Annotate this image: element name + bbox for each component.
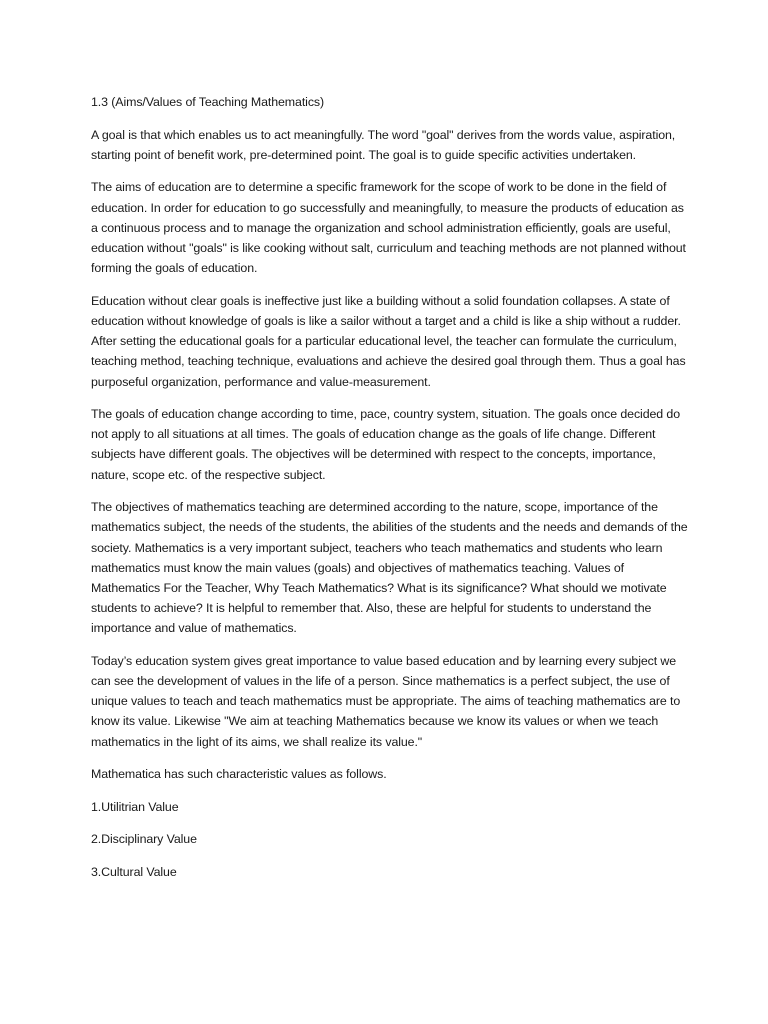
paragraph-education-without-goals: Education without clear goals is ineffective just like a building without a solid foundation collapses. A state of education without knowledge of goals is like a sailor without a target and a child is like a ship without a rudder. After setting the educational goals for a particular educational level, the teacher can formulate the curriculum, teaching method, teaching technique, evaluations and achieve the desired goal through them. Thus a goal has purposeful organization, performance and value-measurement. <box>91 293 686 389</box>
paragraph-objectives-of-mathematics: The objectives of mathematics teaching are determined according to the nature, scope, importance of the mathematics subject, the needs of the students, the abilities of the students and the needs and demands of the society. Mathematics is a very important subject, teachers who teach mathematics and students who learn mathematics must know the main values (goals) and objectives of mathematics teaching. Values of Mathematics For the Teacher, Why Teach Mathematics? What is its significance? What should we motivate students to achieve? It is helpful to remember that. Also, these are helpful for students to understand the importance and value of mathematics. <box>91 500 688 636</box>
paragraph-goal-definition: A goal is that which enables us to act meaningfully. The word "goal" derives from the words value, aspiration, starting point of benefit work, pre-determined point. The goal is to guide specific activities undertaken. <box>91 127 676 162</box>
list-item-disciplinary-value: 2.Disciplinary Value <box>91 832 197 847</box>
paragraph-aims-of-education: The aims of education are to determine a specific framework for the scope of work to be done in the field of education. In order for education to go successfully and meaningfully, to measure the products of education as a continuous process and to manage the organization and school administration efficiently, goals are useful, education without "goals" is like cooking without salt, curriculum and teaching methods are not planned without forming the goals of education. <box>91 180 686 276</box>
list-item-cultural-value: 3.Cultural Value <box>91 864 177 879</box>
paragraph-goals-change: The goals of education change according to time, pace, country system, situation. The goals once decided do not apply to all situations at all times. The goals of education change as the goals of life change. Different subjects have different goals. The objectives will be determined with respect to the concepts, importance, nature, scope etc. of the respective subject. <box>91 407 681 482</box>
document-page <box>91 92 691 894</box>
list-item-utilitarian-value: 1.Utilitrian Value <box>91 799 179 814</box>
section-heading: 1.3 (Aims/Values of Teaching Mathematics) <box>91 95 325 109</box>
paragraph-characteristic-values-intro: Mathematica has such characteristic values as follows. <box>91 767 387 782</box>
paragraph-value-based-education: Today’s education system gives great importance to value based education and by learning every subject we can see the development of values in the life of a person. Since mathematics is a perfect subject, the use of unique values to teach and teach mathematics must be appropriate. The aims of teaching mathematics are to know its value. Likewise "We aim at teaching Mathematics because we know its values or when we teach mathematics in the light of its aims, we shall realize its value." <box>91 653 681 749</box>
